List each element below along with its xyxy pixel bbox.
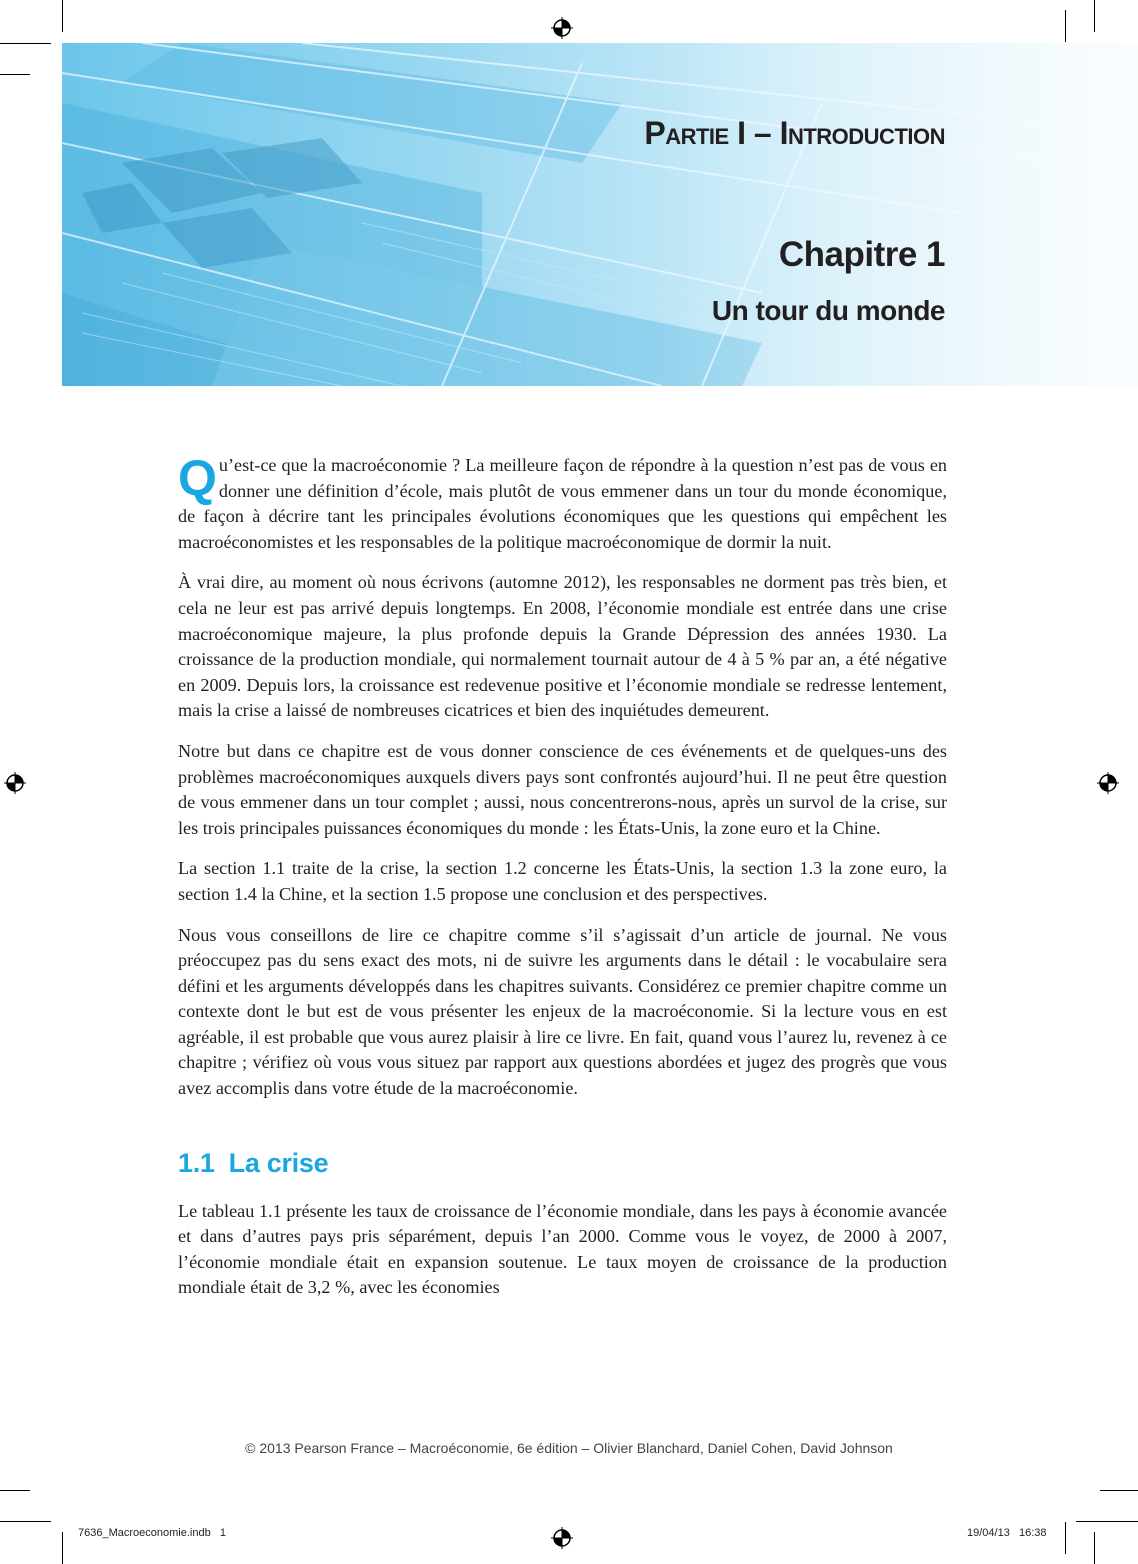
crop-mark xyxy=(62,0,63,32)
registration-mark-icon xyxy=(1097,772,1119,794)
registration-mark-icon xyxy=(4,772,26,794)
aerial-fields-image xyxy=(62,43,1138,386)
chapter-banner xyxy=(62,43,1138,386)
crop-mark xyxy=(0,1490,30,1491)
crop-mark xyxy=(1094,1532,1095,1564)
chapter-number: Chapitre 1 xyxy=(778,235,945,274)
intro-paragraph: Nous vous conseillons de lire ce chapitre comme s’il s’agissait d’un article de journal. Ne vous préoccupez pas du sens exact des mots, ni de suivre les arguments dans le détail : le vocabulaire sera défini et les arguments développés dans les chapitres suivants. Considérez ce premier chapitre comme un contexte dont le but est de vous présenter les enjeux de la macroéconomie. Si la lecture vous en est agréable, il est probable que vous aurez plaisir à lire ce livre. En fait, quand vous l’aurez lu, revenez à ce chapitre ; vérifiez où vous vous situez par rapport aux questions abordées et jugez des progrès que vous avez accomplis dans votre étude de la macroéconomie. xyxy=(178,924,947,1099)
crop-mark xyxy=(1094,0,1095,32)
crop-mark xyxy=(1076,1521,1138,1522)
chapter-body xyxy=(178,450,947,1316)
crop-mark xyxy=(0,43,51,44)
section-number: 1.1 xyxy=(178,1147,215,1178)
slug-date-time: 19/04/13 16:38 xyxy=(967,1527,1047,1539)
crop-mark xyxy=(0,1521,51,1522)
crop-mark xyxy=(62,1532,63,1564)
crop-mark xyxy=(1100,1490,1138,1491)
copyright-notice: © 2013 Pearson France – Macroéconomie, 6e édition – Olivier Blanchard, Daniel Cohen, David Johnson xyxy=(245,1440,893,1456)
intro-paragraph: À vrai dire, au moment où nous écrivons (automne 2012), les responsables ne dorment pas très bien, et cela ne leur est pas arrivé depuis longtemps. En 2008, l’économie mondiale est entrée dans une crise macroéconomique majeure, la plus profonde depuis la Grande Dépression des années 1930. La croissance de la production mondiale, qui normalement tournait autour de 4 à 5 % par an, a été négative en 2009. Depuis lors, la croissance est redevenue positive et l’économie mondiale se redresse lentement, mais la crise a laissé de nombreuses cicatrices et bien des inquiétudes demeurent. xyxy=(178,572,947,721)
crop-mark xyxy=(1065,1522,1066,1554)
part-title: Partie I – Introduction xyxy=(644,115,945,151)
intro-paragraph: La section 1.1 traite de la crise, la section 1.2 concerne les États-Unis, la section 1.3 la zone euro, la section 1.4 la Chine, et la section 1.5 propose une conclusion et des perspectives. xyxy=(178,858,947,904)
registration-mark-icon xyxy=(551,17,573,39)
section-heading xyxy=(178,1148,947,1179)
crop-mark xyxy=(0,74,30,75)
chapter-title: Un tour du monde xyxy=(711,295,945,326)
crop-mark xyxy=(1065,10,1066,42)
section-title: La crise xyxy=(228,1147,329,1178)
section-paragraph: Le tableau 1.1 présente les taux de croissance de l’économie mondiale, dans les pays à économie avancée et dans d’autres pays pris séparément, depuis l’an 2000. Comme vous le voyez, de 2000 à 2007, l’économie mondiale était en expansion soutenue. Le taux moyen de croissance de la production mondiale était de 3,2 %, avec les économies xyxy=(178,1200,947,1298)
intro-paragraph: Notre but dans ce chapitre est de vous donner conscience de ces événements et de quelques-uns des problèmes macroéconomiques auxquels divers pays sont confrontés aujourd’hui. Il ne peut être question de vous emmener dans un tour complet ; aussi, nous concentrerons-nous, après un survol de la crise, sur les trois principales puissances économiques du monde : les États-Unis, la zone euro et la Chine. xyxy=(178,740,947,838)
drop-cap: Q xyxy=(178,450,217,506)
intro-paragraph: Qu’est-ce que la macroéconomie ? La meilleure façon de répondre à la question n’est pas de vous en donner une définition d’école, mais plutôt de vous emmener dans un tour du monde économique, de façon à décrire tant les principales évolutions économiques que les questions qui empêchent les macroéconomistes et les responsables de la politique macroéconomique de dormir la nuit. xyxy=(178,450,947,552)
slug-file-name: 7636_Macroeconomie.indb 1 xyxy=(78,1527,226,1539)
registration-mark-icon xyxy=(551,1527,573,1549)
